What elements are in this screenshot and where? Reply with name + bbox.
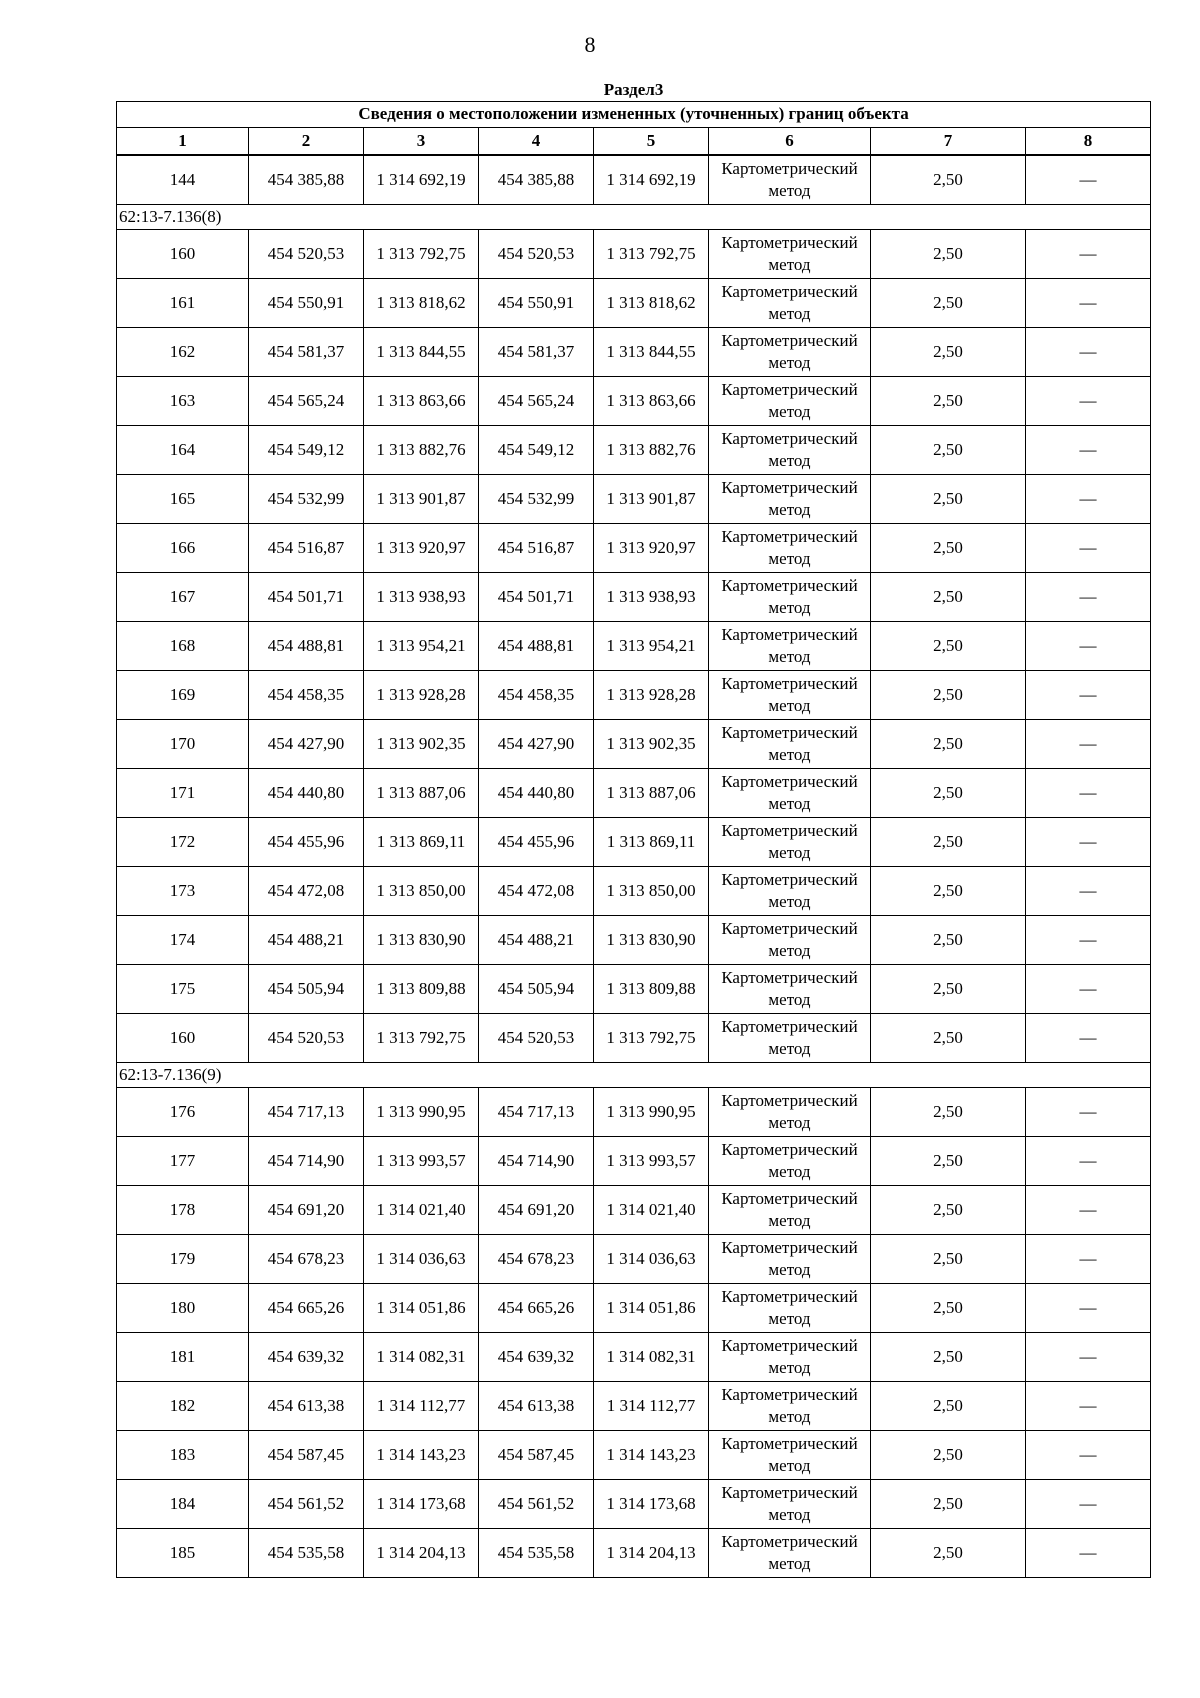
point-number-cell: 178 <box>117 1186 249 1235</box>
y-existing-cell: 1 314 173,68 <box>364 1480 479 1529</box>
x-new-cell: 454 501,71 <box>479 573 594 622</box>
y-existing-cell: 1 313 993,57 <box>364 1137 479 1186</box>
accuracy-cell: 2,50 <box>871 475 1026 524</box>
method-cell: Картометрический метод <box>709 524 871 573</box>
point-number-cell: 181 <box>117 1333 249 1382</box>
description-cell: — <box>1026 1014 1151 1063</box>
table-row <box>117 1529 1151 1578</box>
y-existing-cell: 1 313 882,76 <box>364 426 479 475</box>
table-row <box>117 1137 1151 1186</box>
x-new-cell: 454 549,12 <box>479 426 594 475</box>
table-row <box>117 328 1151 377</box>
x-new-cell: 454 532,99 <box>479 475 594 524</box>
x-new-cell: 454 488,21 <box>479 916 594 965</box>
column-header-row <box>117 128 1151 156</box>
point-number-cell: 183 <box>117 1431 249 1480</box>
point-number-cell: 160 <box>117 1014 249 1063</box>
y-new-cell: 1 313 809,88 <box>594 965 709 1014</box>
description-cell: — <box>1026 818 1151 867</box>
method-cell: Картометрический метод <box>709 377 871 426</box>
cadastral-group-label: 62:13-7.136(9) <box>117 1063 1151 1088</box>
y-new-cell: 1 313 901,87 <box>594 475 709 524</box>
point-number-cell: 170 <box>117 720 249 769</box>
y-new-cell: 1 314 082,31 <box>594 1333 709 1382</box>
point-number-cell: 165 <box>117 475 249 524</box>
point-number-cell: 160 <box>117 230 249 279</box>
x-existing-cell: 454 532,99 <box>249 475 364 524</box>
accuracy-cell: 2,50 <box>871 573 1026 622</box>
description-cell: — <box>1026 1333 1151 1382</box>
x-existing-cell: 454 472,08 <box>249 867 364 916</box>
x-existing-cell: 454 501,71 <box>249 573 364 622</box>
table-row <box>117 377 1151 426</box>
method-cell: Картометрический метод <box>709 1088 871 1137</box>
y-existing-cell: 1 313 844,55 <box>364 328 479 377</box>
description-cell: — <box>1026 622 1151 671</box>
table-row <box>117 965 1151 1014</box>
y-new-cell: 1 314 173,68 <box>594 1480 709 1529</box>
table-title-row <box>117 102 1151 128</box>
y-existing-cell: 1 313 863,66 <box>364 377 479 426</box>
x-new-cell: 454 472,08 <box>479 867 594 916</box>
method-cell: Картометрический метод <box>709 867 871 916</box>
x-new-cell: 454 535,58 <box>479 1529 594 1578</box>
description-cell: — <box>1026 426 1151 475</box>
point-number-cell: 163 <box>117 377 249 426</box>
table-row <box>117 1431 1151 1480</box>
method-cell: Картометрический метод <box>709 1529 871 1578</box>
x-existing-cell: 454 535,58 <box>249 1529 364 1578</box>
method-cell: Картометрический метод <box>709 573 871 622</box>
method-cell: Картометрический метод <box>709 720 871 769</box>
x-existing-cell: 454 520,53 <box>249 1014 364 1063</box>
x-new-cell: 454 561,52 <box>479 1480 594 1529</box>
description-cell: — <box>1026 475 1151 524</box>
method-cell: Картометрический метод <box>709 328 871 377</box>
x-new-cell: 454 581,37 <box>479 328 594 377</box>
y-existing-cell: 1 314 036,63 <box>364 1235 479 1284</box>
y-new-cell: 1 314 036,63 <box>594 1235 709 1284</box>
description-cell: — <box>1026 1186 1151 1235</box>
x-new-cell: 454 613,38 <box>479 1382 594 1431</box>
method-cell: Картометрический метод <box>709 1235 871 1284</box>
y-new-cell: 1 313 887,06 <box>594 769 709 818</box>
method-cell: Картометрический метод <box>709 916 871 965</box>
y-existing-cell: 1 313 887,06 <box>364 769 479 818</box>
method-cell: Картометрический метод <box>709 965 871 1014</box>
point-number-cell: 168 <box>117 622 249 671</box>
description-cell: — <box>1026 916 1151 965</box>
x-existing-cell: 454 678,23 <box>249 1235 364 1284</box>
description-cell: — <box>1026 1235 1151 1284</box>
table-title: Сведения о местоположении измененных (уточненных) границ объекта <box>117 102 1151 128</box>
accuracy-cell: 2,50 <box>871 1186 1026 1235</box>
accuracy-cell: 2,50 <box>871 377 1026 426</box>
point-number-cell: 184 <box>117 1480 249 1529</box>
accuracy-cell: 2,50 <box>871 1480 1026 1529</box>
table-row <box>117 1088 1151 1137</box>
description-cell: — <box>1026 1137 1151 1186</box>
boundary-table <box>116 79 1151 1578</box>
point-number-cell: 185 <box>117 1529 249 1578</box>
x-existing-cell: 454 581,37 <box>249 328 364 377</box>
x-new-cell: 454 427,90 <box>479 720 594 769</box>
method-cell: Картометрический метод <box>709 475 871 524</box>
group-row <box>117 1063 1151 1088</box>
x-existing-cell: 454 488,81 <box>249 622 364 671</box>
description-cell: — <box>1026 230 1151 279</box>
x-new-cell: 454 520,53 <box>479 1014 594 1063</box>
x-existing-cell: 454 458,35 <box>249 671 364 720</box>
x-new-cell: 454 691,20 <box>479 1186 594 1235</box>
y-new-cell: 1 313 954,21 <box>594 622 709 671</box>
point-number-cell: 176 <box>117 1088 249 1137</box>
x-new-cell: 454 385,88 <box>479 155 594 205</box>
x-new-cell: 454 678,23 <box>479 1235 594 1284</box>
method-cell: Картометрический метод <box>709 1480 871 1529</box>
point-number-cell: 179 <box>117 1235 249 1284</box>
point-number-cell: 169 <box>117 671 249 720</box>
x-new-cell: 454 565,24 <box>479 377 594 426</box>
accuracy-cell: 2,50 <box>871 1284 1026 1333</box>
y-existing-cell: 1 313 792,75 <box>364 1014 479 1063</box>
y-new-cell: 1 313 882,76 <box>594 426 709 475</box>
description-cell: — <box>1026 1431 1151 1480</box>
x-existing-cell: 454 550,91 <box>249 279 364 328</box>
description-cell: — <box>1026 1284 1151 1333</box>
x-new-cell: 454 505,94 <box>479 965 594 1014</box>
description-cell: — <box>1026 720 1151 769</box>
accuracy-cell: 2,50 <box>871 1382 1026 1431</box>
y-existing-cell: 1 314 082,31 <box>364 1333 479 1382</box>
x-new-cell: 454 665,26 <box>479 1284 594 1333</box>
page-number: 8 <box>584 32 596 57</box>
table-row <box>117 230 1151 279</box>
accuracy-cell: 2,50 <box>871 1137 1026 1186</box>
y-existing-cell: 1 313 990,95 <box>364 1088 479 1137</box>
point-number-cell: 164 <box>117 426 249 475</box>
cadastral-group-label: 62:13-7.136(8) <box>117 205 1151 230</box>
y-existing-cell: 1 313 830,90 <box>364 916 479 965</box>
x-existing-cell: 454 516,87 <box>249 524 364 573</box>
y-existing-cell: 1 313 850,00 <box>364 867 479 916</box>
table-row <box>117 1284 1151 1333</box>
y-new-cell: 1 313 902,35 <box>594 720 709 769</box>
x-existing-cell: 454 717,13 <box>249 1088 364 1137</box>
accuracy-cell: 2,50 <box>871 1333 1026 1382</box>
x-new-cell: 454 488,81 <box>479 622 594 671</box>
x-new-cell: 454 639,32 <box>479 1333 594 1382</box>
x-existing-cell: 454 691,20 <box>249 1186 364 1235</box>
point-number-cell: 166 <box>117 524 249 573</box>
table-row <box>117 1014 1151 1063</box>
x-new-cell: 454 717,13 <box>479 1088 594 1137</box>
method-cell: Картометрический метод <box>709 1333 871 1382</box>
x-new-cell: 454 455,96 <box>479 818 594 867</box>
y-new-cell: 1 314 021,40 <box>594 1186 709 1235</box>
column-header: 8 <box>1026 128 1151 156</box>
point-number-cell: 173 <box>117 867 249 916</box>
accuracy-cell: 2,50 <box>871 720 1026 769</box>
point-number-cell: 167 <box>117 573 249 622</box>
accuracy-cell: 2,50 <box>871 1235 1026 1284</box>
description-cell: — <box>1026 965 1151 1014</box>
y-existing-cell: 1 313 928,28 <box>364 671 479 720</box>
y-existing-cell: 1 313 818,62 <box>364 279 479 328</box>
y-existing-cell: 1 314 021,40 <box>364 1186 479 1235</box>
y-new-cell: 1 313 990,95 <box>594 1088 709 1137</box>
table-row <box>117 426 1151 475</box>
y-new-cell: 1 313 850,00 <box>594 867 709 916</box>
x-existing-cell: 454 385,88 <box>249 155 364 205</box>
column-header: 6 <box>709 128 871 156</box>
accuracy-cell: 2,50 <box>871 524 1026 573</box>
point-number-cell: 180 <box>117 1284 249 1333</box>
table-row <box>117 622 1151 671</box>
table-row <box>117 1333 1151 1382</box>
column-header: 4 <box>479 128 594 156</box>
y-existing-cell: 1 313 938,93 <box>364 573 479 622</box>
accuracy-cell: 2,50 <box>871 426 1026 475</box>
point-number-cell: 177 <box>117 1137 249 1186</box>
table-row <box>117 1235 1151 1284</box>
section-title: Раздел3 <box>117 80 1151 102</box>
table-row <box>117 818 1151 867</box>
table-row <box>117 524 1151 573</box>
y-existing-cell: 1 314 112,77 <box>364 1382 479 1431</box>
description-cell: — <box>1026 328 1151 377</box>
point-number-cell: 174 <box>117 916 249 965</box>
column-header: 1 <box>117 128 249 156</box>
x-existing-cell: 454 505,94 <box>249 965 364 1014</box>
y-new-cell: 1 313 869,11 <box>594 818 709 867</box>
description-cell: — <box>1026 155 1151 205</box>
x-existing-cell: 454 488,21 <box>249 916 364 965</box>
method-cell: Картометрический метод <box>709 1186 871 1235</box>
table-row <box>117 867 1151 916</box>
description-cell: — <box>1026 1529 1151 1578</box>
accuracy-cell: 2,50 <box>871 1529 1026 1578</box>
column-header: 5 <box>594 128 709 156</box>
y-existing-cell: 1 314 143,23 <box>364 1431 479 1480</box>
y-new-cell: 1 313 928,28 <box>594 671 709 720</box>
x-new-cell: 454 587,45 <box>479 1431 594 1480</box>
x-existing-cell: 454 613,38 <box>249 1382 364 1431</box>
y-new-cell: 1 313 844,55 <box>594 328 709 377</box>
y-existing-cell: 1 313 902,35 <box>364 720 479 769</box>
method-cell: Картометрический метод <box>709 1284 871 1333</box>
method-cell: Картометрический метод <box>709 1137 871 1186</box>
x-existing-cell: 454 440,80 <box>249 769 364 818</box>
section-heading-row <box>117 80 1151 102</box>
point-number-cell: 171 <box>117 769 249 818</box>
accuracy-cell: 2,50 <box>871 1088 1026 1137</box>
y-existing-cell: 1 314 204,13 <box>364 1529 479 1578</box>
accuracy-cell: 2,50 <box>871 671 1026 720</box>
x-existing-cell: 454 427,90 <box>249 720 364 769</box>
description-cell: — <box>1026 573 1151 622</box>
table-row <box>117 155 1151 205</box>
table-row <box>117 573 1151 622</box>
y-new-cell: 1 313 863,66 <box>594 377 709 426</box>
x-new-cell: 454 714,90 <box>479 1137 594 1186</box>
group-row <box>117 205 1151 230</box>
y-existing-cell: 1 313 792,75 <box>364 230 479 279</box>
accuracy-cell: 2,50 <box>871 328 1026 377</box>
table-row <box>117 1186 1151 1235</box>
x-existing-cell: 454 549,12 <box>249 426 364 475</box>
y-new-cell: 1 313 993,57 <box>594 1137 709 1186</box>
method-cell: Картометрический метод <box>709 279 871 328</box>
accuracy-cell: 2,50 <box>871 230 1026 279</box>
x-existing-cell: 454 714,90 <box>249 1137 364 1186</box>
description-cell: — <box>1026 1480 1151 1529</box>
x-existing-cell: 454 561,52 <box>249 1480 364 1529</box>
y-existing-cell: 1 313 954,21 <box>364 622 479 671</box>
y-existing-cell: 1 313 869,11 <box>364 818 479 867</box>
y-existing-cell: 1 313 920,97 <box>364 524 479 573</box>
method-cell: Картометрический метод <box>709 1431 871 1480</box>
description-cell: — <box>1026 769 1151 818</box>
y-new-cell: 1 314 112,77 <box>594 1382 709 1431</box>
method-cell: Картометрический метод <box>709 671 871 720</box>
table-row <box>117 671 1151 720</box>
accuracy-cell: 2,50 <box>871 769 1026 818</box>
accuracy-cell: 2,50 <box>871 818 1026 867</box>
table-row <box>117 279 1151 328</box>
method-cell: Картометрический метод <box>709 818 871 867</box>
x-existing-cell: 454 520,53 <box>249 230 364 279</box>
method-cell: Картометрический метод <box>709 1014 871 1063</box>
method-cell: Картометрический метод <box>709 769 871 818</box>
description-cell: — <box>1026 671 1151 720</box>
method-cell: Картометрический метод <box>709 230 871 279</box>
y-new-cell: 1 313 792,75 <box>594 230 709 279</box>
point-number-cell: 175 <box>117 965 249 1014</box>
x-existing-cell: 454 665,26 <box>249 1284 364 1333</box>
y-new-cell: 1 313 830,90 <box>594 916 709 965</box>
description-cell: — <box>1026 377 1151 426</box>
x-new-cell: 454 458,35 <box>479 671 594 720</box>
y-new-cell: 1 314 204,13 <box>594 1529 709 1578</box>
point-number-cell: 161 <box>117 279 249 328</box>
accuracy-cell: 2,50 <box>871 622 1026 671</box>
description-cell: — <box>1026 524 1151 573</box>
method-cell: Картометрический метод <box>709 155 871 205</box>
x-new-cell: 454 520,53 <box>479 230 594 279</box>
accuracy-cell: 2,50 <box>871 1014 1026 1063</box>
table-row <box>117 1480 1151 1529</box>
column-header: 3 <box>364 128 479 156</box>
table-row <box>117 916 1151 965</box>
y-new-cell: 1 314 143,23 <box>594 1431 709 1480</box>
y-existing-cell: 1 314 692,19 <box>364 155 479 205</box>
y-new-cell: 1 313 920,97 <box>594 524 709 573</box>
x-existing-cell: 454 639,32 <box>249 1333 364 1382</box>
y-new-cell: 1 313 818,62 <box>594 279 709 328</box>
method-cell: Картометрический метод <box>709 1382 871 1431</box>
description-cell: — <box>1026 1088 1151 1137</box>
x-new-cell: 454 440,80 <box>479 769 594 818</box>
table-row <box>117 475 1151 524</box>
table-row <box>117 1382 1151 1431</box>
point-number-cell: 182 <box>117 1382 249 1431</box>
x-new-cell: 454 516,87 <box>479 524 594 573</box>
accuracy-cell: 2,50 <box>871 867 1026 916</box>
accuracy-cell: 2,50 <box>871 155 1026 205</box>
point-number-cell: 144 <box>117 155 249 205</box>
x-existing-cell: 454 565,24 <box>249 377 364 426</box>
accuracy-cell: 2,50 <box>871 1431 1026 1480</box>
method-cell: Картометрический метод <box>709 426 871 475</box>
x-existing-cell: 454 455,96 <box>249 818 364 867</box>
accuracy-cell: 2,50 <box>871 916 1026 965</box>
y-new-cell: 1 313 938,93 <box>594 573 709 622</box>
table-row <box>117 769 1151 818</box>
accuracy-cell: 2,50 <box>871 965 1026 1014</box>
y-existing-cell: 1 313 901,87 <box>364 475 479 524</box>
y-new-cell: 1 314 692,19 <box>594 155 709 205</box>
y-new-cell: 1 313 792,75 <box>594 1014 709 1063</box>
x-existing-cell: 454 587,45 <box>249 1431 364 1480</box>
point-number-cell: 172 <box>117 818 249 867</box>
x-new-cell: 454 550,91 <box>479 279 594 328</box>
description-cell: — <box>1026 279 1151 328</box>
description-cell: — <box>1026 1382 1151 1431</box>
accuracy-cell: 2,50 <box>871 279 1026 328</box>
y-existing-cell: 1 313 809,88 <box>364 965 479 1014</box>
point-number-cell: 162 <box>117 328 249 377</box>
y-existing-cell: 1 314 051,86 <box>364 1284 479 1333</box>
y-new-cell: 1 314 051,86 <box>594 1284 709 1333</box>
description-cell: — <box>1026 867 1151 916</box>
column-header: 7 <box>871 128 1026 156</box>
column-header: 2 <box>249 128 364 156</box>
method-cell: Картометрический метод <box>709 622 871 671</box>
table-row <box>117 720 1151 769</box>
